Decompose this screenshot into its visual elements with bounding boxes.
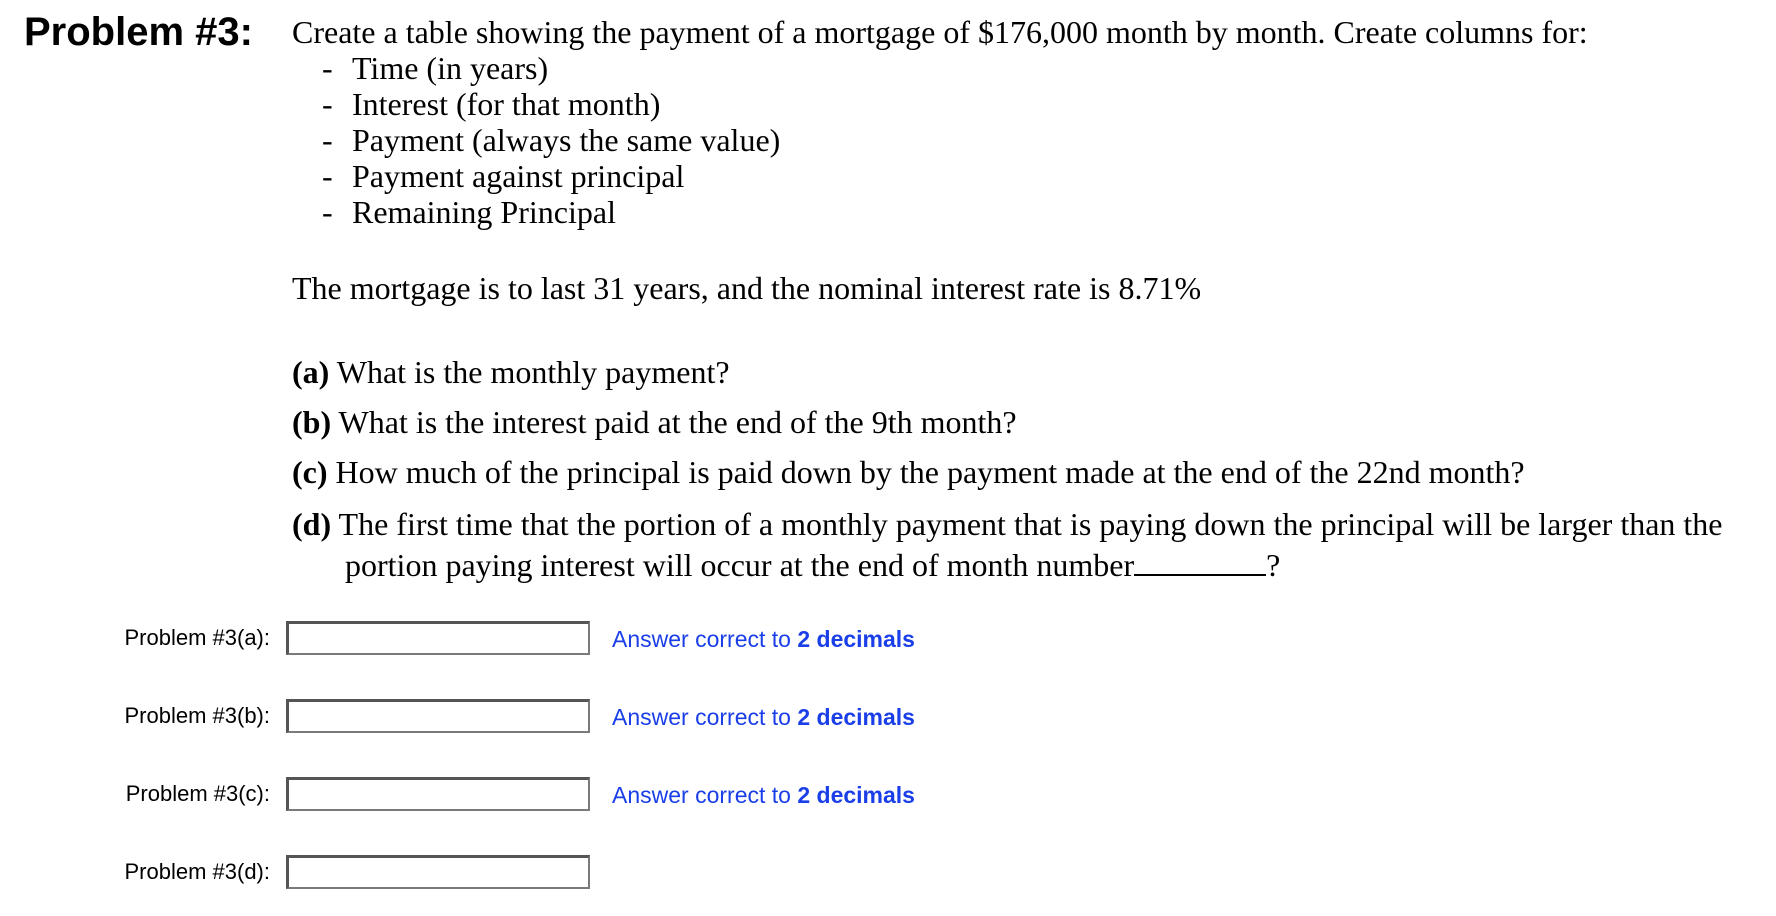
hint-text: Answer correct to (612, 782, 791, 808)
question-marker: (d) (292, 506, 332, 542)
question-marker: (b) (292, 404, 332, 440)
list-item (322, 86, 780, 122)
question-d (292, 504, 1752, 585)
problem-intro: Create a table showing the payment of a mortgage of $176,000 month by month. Create columns for: (292, 14, 1588, 50)
hint-decimals: 2 decimals (797, 704, 915, 730)
question-text: The first time that the portion of a monthly payment that is paying down the principal will be larger than the (338, 506, 1723, 542)
answer-blank (1134, 544, 1266, 576)
dash-marker: - (322, 158, 333, 194)
answer-label-a: Problem #3(a): (124, 625, 270, 650)
column-label: Payment against principal (352, 158, 685, 194)
question-text: What is the interest paid at the end of the 9th month? (338, 404, 1017, 440)
dash-marker: - (322, 122, 333, 158)
answer-label-c: Problem #3(c): (125, 781, 270, 806)
hint-decimals: 2 decimals (797, 626, 915, 652)
column-list (322, 50, 780, 230)
dash-marker: - (322, 194, 333, 230)
answer-input-c[interactable] (286, 777, 590, 811)
dash-marker: - (322, 86, 333, 122)
answer-input-d[interactable] (286, 855, 590, 889)
column-label: Time (in years) (352, 50, 549, 86)
answer-hint-c (612, 775, 915, 815)
hint-decimals: 2 decimals (797, 782, 915, 808)
question-marker: (c) (292, 454, 328, 490)
list-item (322, 194, 780, 230)
list-item (322, 50, 780, 86)
answer-label-b: Problem #3(b): (124, 703, 270, 728)
question-text: How much of the principal is paid down by the payment made at the end of the 22nd month? (335, 454, 1525, 490)
list-item (322, 158, 780, 194)
question-text: What is the monthly payment? (336, 354, 730, 390)
dash-marker: - (322, 50, 333, 86)
hint-text: Answer correct to (612, 704, 791, 730)
answer-input-a[interactable] (286, 621, 590, 655)
list-item (322, 122, 780, 158)
hint-text: Answer correct to (612, 626, 791, 652)
question-c (292, 452, 1525, 492)
answer-input-b[interactable] (286, 699, 590, 733)
answer-label-d: Problem #3(d): (124, 859, 270, 884)
answer-hint-a (612, 619, 915, 659)
question-b (292, 402, 1017, 442)
column-label: Remaining Principal (352, 194, 616, 230)
column-label: Payment (always the same value) (352, 122, 781, 158)
question-text: portion paying interest will occur at the end of month number (345, 547, 1135, 583)
question-d-line1 (292, 504, 1752, 544)
question-text: ? (1266, 547, 1281, 583)
problem-heading: Problem #3: (24, 10, 253, 54)
rate-statement: The mortgage is to last 31 years, and the nominal interest rate is 8.71% (292, 270, 1202, 306)
column-label: Interest (for that month) (352, 86, 661, 122)
question-d-line2 (292, 544, 1752, 585)
question-marker: (a) (292, 354, 330, 390)
question-a (292, 352, 730, 392)
answer-hint-b (612, 697, 915, 737)
